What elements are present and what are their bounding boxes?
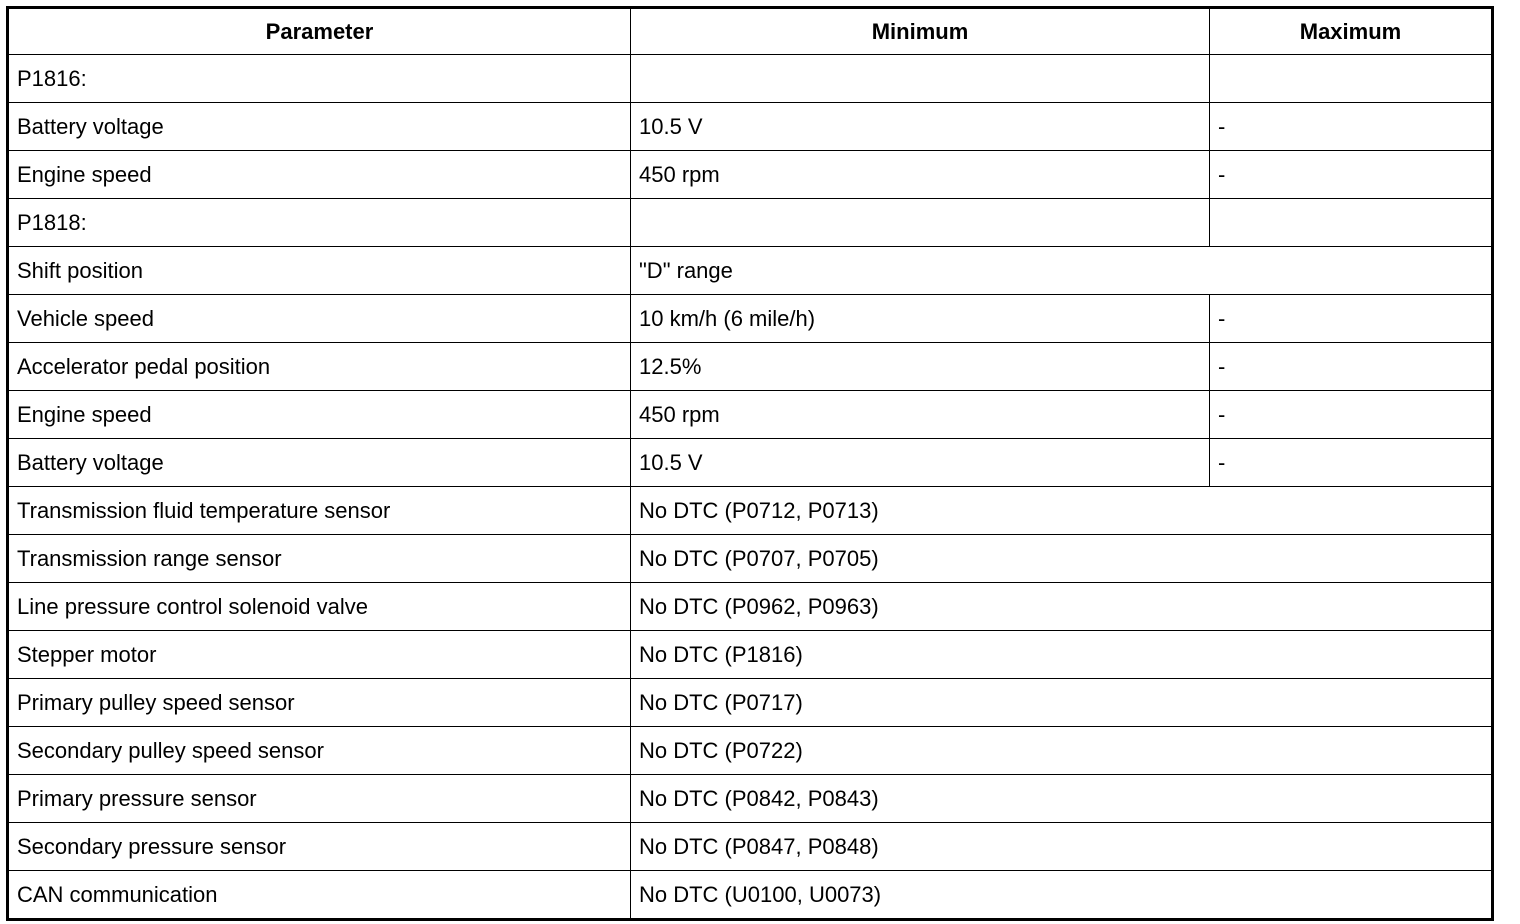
parameter-cell: Line pressure control solenoid valve bbox=[8, 583, 631, 631]
minimum-cell: 10.5 V bbox=[631, 103, 1210, 151]
maximum-cell: - bbox=[1210, 151, 1493, 199]
maximum-cell bbox=[1210, 55, 1493, 103]
table-row bbox=[8, 823, 1493, 871]
value-cell: No DTC (P0707, P0705) bbox=[631, 535, 1493, 583]
parameter-cell: P1816: bbox=[8, 55, 631, 103]
minimum-cell: 10 km/h (6 mile/h) bbox=[631, 295, 1210, 343]
parameter-cell: CAN communication bbox=[8, 871, 631, 920]
value-cell: No DTC (P0717) bbox=[631, 679, 1493, 727]
table-row bbox=[8, 343, 1493, 391]
maximum-cell: - bbox=[1210, 439, 1493, 487]
table-row bbox=[8, 775, 1493, 823]
table-row bbox=[8, 487, 1493, 535]
header-parameter: Parameter bbox=[8, 8, 631, 55]
value-cell: No DTC (P0842, P0843) bbox=[631, 775, 1493, 823]
maximum-cell: - bbox=[1210, 343, 1493, 391]
table-row bbox=[8, 295, 1493, 343]
header-row bbox=[8, 8, 1493, 55]
table-row bbox=[8, 679, 1493, 727]
parameter-cell: Primary pulley speed sensor bbox=[8, 679, 631, 727]
parameter-cell: Secondary pressure sensor bbox=[8, 823, 631, 871]
value-cell: No DTC (P0722) bbox=[631, 727, 1493, 775]
parameter-cell: Transmission fluid temperature sensor bbox=[8, 487, 631, 535]
value-cell: No DTC (U0100, U0073) bbox=[631, 871, 1493, 920]
table-row bbox=[8, 247, 1493, 295]
value-cell: "D" range bbox=[631, 247, 1493, 295]
maximum-cell bbox=[1210, 199, 1493, 247]
parameter-cell: Battery voltage bbox=[8, 439, 631, 487]
minimum-cell: 12.5% bbox=[631, 343, 1210, 391]
table-row bbox=[8, 151, 1493, 199]
header-minimum: Minimum bbox=[631, 8, 1210, 55]
table-row bbox=[8, 439, 1493, 487]
parameter-cell: Accelerator pedal position bbox=[8, 343, 631, 391]
table-row bbox=[8, 535, 1493, 583]
value-cell: No DTC (P0962, P0963) bbox=[631, 583, 1493, 631]
parameter-cell: Engine speed bbox=[8, 151, 631, 199]
maximum-cell: - bbox=[1210, 103, 1493, 151]
table-row bbox=[8, 583, 1493, 631]
value-cell: No DTC (P0847, P0848) bbox=[631, 823, 1493, 871]
parameter-cell: Transmission range sensor bbox=[8, 535, 631, 583]
parameter-cell: Shift position bbox=[8, 247, 631, 295]
value-cell: No DTC (P0712, P0713) bbox=[631, 487, 1493, 535]
parameter-table bbox=[6, 6, 1494, 921]
parameter-cell: Battery voltage bbox=[8, 103, 631, 151]
table-row bbox=[8, 727, 1493, 775]
minimum-cell: 450 rpm bbox=[631, 151, 1210, 199]
header-maximum: Maximum bbox=[1210, 8, 1493, 55]
table-row bbox=[8, 55, 1493, 103]
maximum-cell: - bbox=[1210, 295, 1493, 343]
minimum-cell bbox=[631, 199, 1210, 247]
table-row bbox=[8, 391, 1493, 439]
table-row bbox=[8, 871, 1493, 920]
minimum-cell: 450 rpm bbox=[631, 391, 1210, 439]
parameter-cell: Vehicle speed bbox=[8, 295, 631, 343]
parameter-cell: Stepper motor bbox=[8, 631, 631, 679]
parameter-cell: Primary pressure sensor bbox=[8, 775, 631, 823]
table-row bbox=[8, 103, 1493, 151]
minimum-cell bbox=[631, 55, 1210, 103]
parameter-cell: Secondary pulley speed sensor bbox=[8, 727, 631, 775]
parameter-cell: Engine speed bbox=[8, 391, 631, 439]
maximum-cell: - bbox=[1210, 391, 1493, 439]
table-row bbox=[8, 631, 1493, 679]
parameter-cell: P1818: bbox=[8, 199, 631, 247]
table-row bbox=[8, 199, 1493, 247]
minimum-cell: 10.5 V bbox=[631, 439, 1210, 487]
value-cell: No DTC (P1816) bbox=[631, 631, 1493, 679]
